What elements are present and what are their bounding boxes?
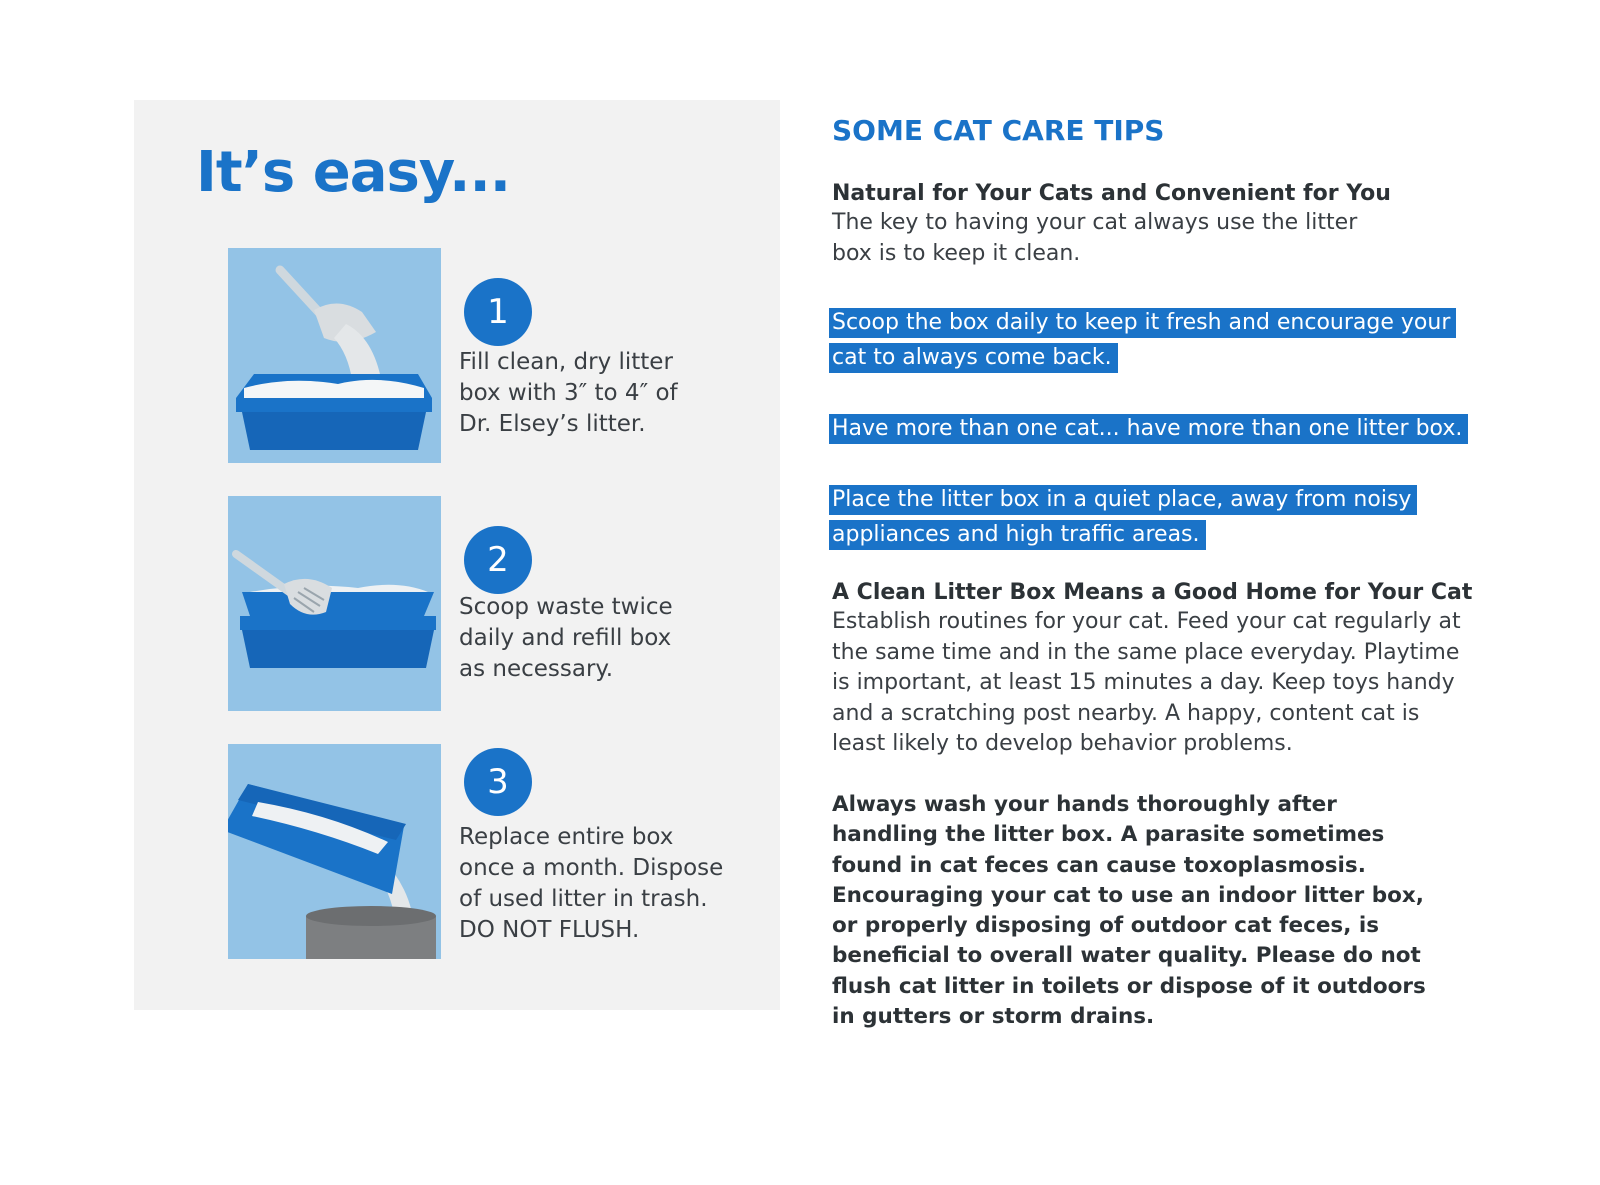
step-2-illustration bbox=[228, 496, 441, 711]
highlight-line: Have more than one cat... have more than one litter box. bbox=[829, 414, 1468, 444]
highlight-line: Scoop the box daily to keep it fresh and encourage your bbox=[829, 308, 1456, 338]
step-1-badge: 1 bbox=[464, 278, 532, 346]
step-3-text: Replace entire box once a month. Dispose of used litter in trash. DO NOT FLUSH. bbox=[459, 824, 724, 943]
highlight-tip-1 bbox=[829, 308, 1456, 378]
step-2-badge: 2 bbox=[464, 526, 532, 594]
highlight-line: appliances and high traffic areas. bbox=[829, 520, 1206, 550]
highlight-line: cat to always come back. bbox=[829, 343, 1118, 373]
instructions-panel bbox=[134, 100, 780, 1010]
highlight-tip-3 bbox=[829, 485, 1417, 555]
step-3-badge: 3 bbox=[464, 748, 532, 816]
section-2-body: Establish routines for your cat. Feed your cat regularly at the same time and in the same place everyday. Playtime is important, at least 15 minutes a day. Keep toys handy and a scratching post nearby. A happy, content cat is least likely to develop behavior problems. bbox=[832, 609, 1461, 756]
instructions-title: It’s easy... bbox=[196, 140, 510, 205]
step-1-illustration bbox=[228, 248, 441, 463]
hygiene-warning: Always wash your hands thoroughly after handling the litter box. A parasite sometimes found in cat feces can cause toxoplasmosis. Encouraging your cat to use an indoor litter box, or properly disposing of outdoor cat feces, is beneficial to overall water quality. Please do not flush cat litter in toilets or dispose of it outdoors in gutters or storm drains. bbox=[832, 792, 1426, 1030]
section-1-title: Natural for Your Cats and Convenient for You bbox=[832, 181, 1391, 206]
highlight-tip-2 bbox=[829, 414, 1468, 449]
tips-heading: SOME CAT CARE TIPS bbox=[832, 114, 1165, 147]
highlight-line: Place the litter box in a quiet place, away from noisy bbox=[829, 485, 1417, 515]
step-1-text: Fill clean, dry litter box with 3″ to 4″ of Dr. Elsey’s litter. bbox=[459, 349, 678, 437]
section-2-title: A Clean Litter Box Means a Good Home for Your Cat bbox=[832, 580, 1473, 605]
step-3-illustration bbox=[228, 744, 441, 959]
section-1-body: The key to having your cat always use the litter box is to keep it clean. bbox=[832, 210, 1358, 266]
step-2-text: Scoop waste twice daily and refill box as necessary. bbox=[459, 594, 673, 682]
